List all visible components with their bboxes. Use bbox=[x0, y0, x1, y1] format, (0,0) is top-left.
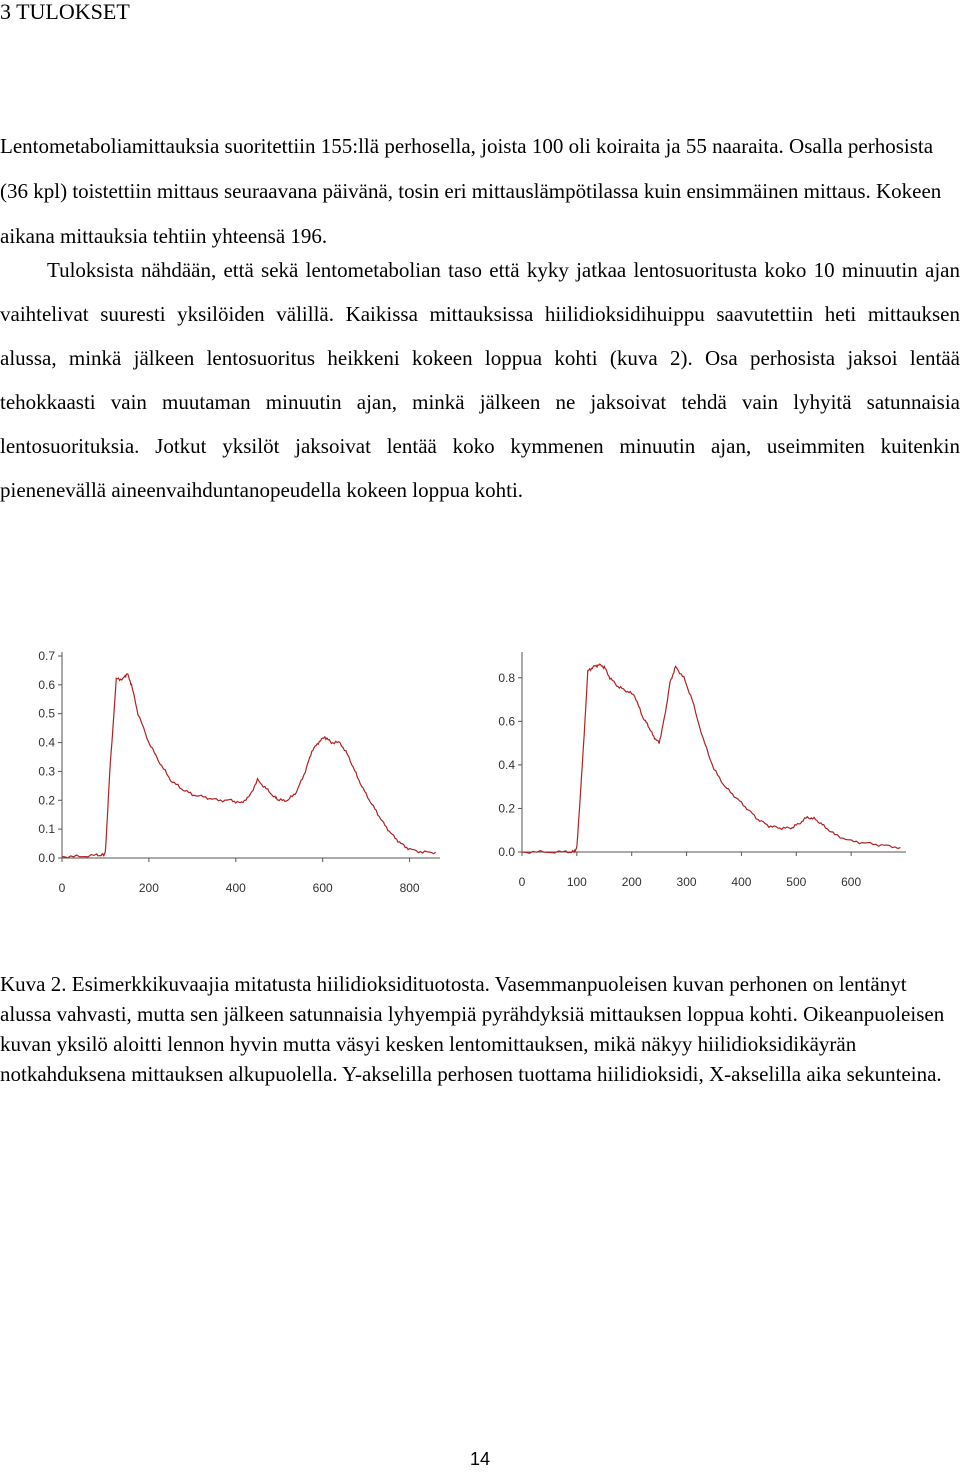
x-tick-label: 0 bbox=[518, 875, 526, 889]
paragraph-2: Tuloksista nähdään, että sekä lentometabolian taso että kyky jatkaa lentosuoritusta koko 10 minuutin ajan vaihtelivat suuresti yksilöiden välillä. Kaikissa mittauksissa hiilidioksidihuippu saavutettiin heti mittauksen alussa, minkä jälkeen lentosuoritus heikkeni kokeen loppua kohti (kuva 2). Osa perhosista jaksoi lentää tehokkaasti vain muutaman minuutin ajan, minkä jälkeen ne jaksoivat tehdä vain lyhyitä satunnaisia lentosuorituksia. Jotkut yksilöt jaksoivat lentää koko kymmenen minuutin ajan, useimmiten kuitenkin pienenevällä aineenvaihduntanopeudella kokeen loppua kohti. bbox=[0, 258, 960, 502]
x-tick-label: 300 bbox=[676, 875, 697, 889]
x-tick-label: 200 bbox=[621, 875, 642, 889]
x-tick-label: 0 bbox=[58, 881, 66, 895]
y-tick-label: 0.2 bbox=[38, 793, 55, 808]
x-tick-label: 600 bbox=[841, 875, 862, 889]
co2-series-line bbox=[522, 664, 901, 853]
y-tick-label: 0.6 bbox=[38, 677, 55, 692]
co2-chart-right-svg bbox=[478, 640, 918, 905]
x-tick-label: 400 bbox=[731, 875, 752, 889]
y-tick-label: 0.7 bbox=[38, 649, 55, 663]
x-tick-label: 500 bbox=[786, 875, 807, 889]
figure-caption: Kuva 2. Esimerkkikuvaajia mitatusta hiilidioksidituotosta. Vasemmanpuoleisen kuvan perhonen on lentänyt alussa vahvasti, mutta sen jälkeen satunnaisia lyhyempiä pyrähdyksiä mittauksen loppua kohti. Oikeanpuoleisen kuvan yksilö aloitti lennon hyvin mutta väsyi kesken lentomittauksen, mikä näkyy hiilidioksidikäyrän notkahduksena mittauksen alkupuolella. Y-akselilla perhosen tuottama hiilidioksidi, X-akselilla aika sekunteina. bbox=[0, 972, 945, 1086]
co2-chart-right bbox=[478, 640, 918, 905]
x-tick-label: 800 bbox=[399, 881, 420, 895]
y-tick-label: 0.8 bbox=[498, 670, 515, 685]
x-tick-label: 600 bbox=[312, 881, 333, 895]
x-tick-label: 200 bbox=[138, 881, 159, 895]
y-tick-label: 0.0 bbox=[38, 851, 55, 865]
x-tick-label: 400 bbox=[225, 881, 246, 895]
co2-chart-left bbox=[20, 640, 450, 905]
y-tick-label: 0.5 bbox=[38, 706, 55, 721]
y-tick-label: 0.2 bbox=[498, 801, 515, 816]
x-tick-label: 100 bbox=[566, 875, 587, 889]
y-tick-label: 0.4 bbox=[38, 735, 55, 750]
co2-chart-left-svg bbox=[20, 640, 450, 905]
co2-series-line bbox=[62, 674, 436, 858]
y-tick-label: 0.4 bbox=[498, 757, 515, 772]
y-tick-label: 0.0 bbox=[498, 845, 515, 859]
y-tick-label: 0.6 bbox=[498, 714, 515, 729]
y-tick-label: 0.1 bbox=[38, 822, 55, 837]
y-tick-label: 0.3 bbox=[38, 764, 55, 779]
section-heading: 3 TULOKSET bbox=[0, 0, 130, 24]
paragraph-1: Lentometaboliamittauksia suoritettiin 155:llä perhosella, joista 100 oli koiraita ja 55 naaraita. Osalla perhosista (36 kpl) toistettiin mittaus seuraavana päivänä, tosin eri mittauslämpötilassa kuin ensimmäinen mittaus. Kokeen aikana mittauksia tehtiin yhteensä 196. bbox=[0, 134, 942, 248]
page-number: 14 bbox=[469, 1449, 491, 1469]
